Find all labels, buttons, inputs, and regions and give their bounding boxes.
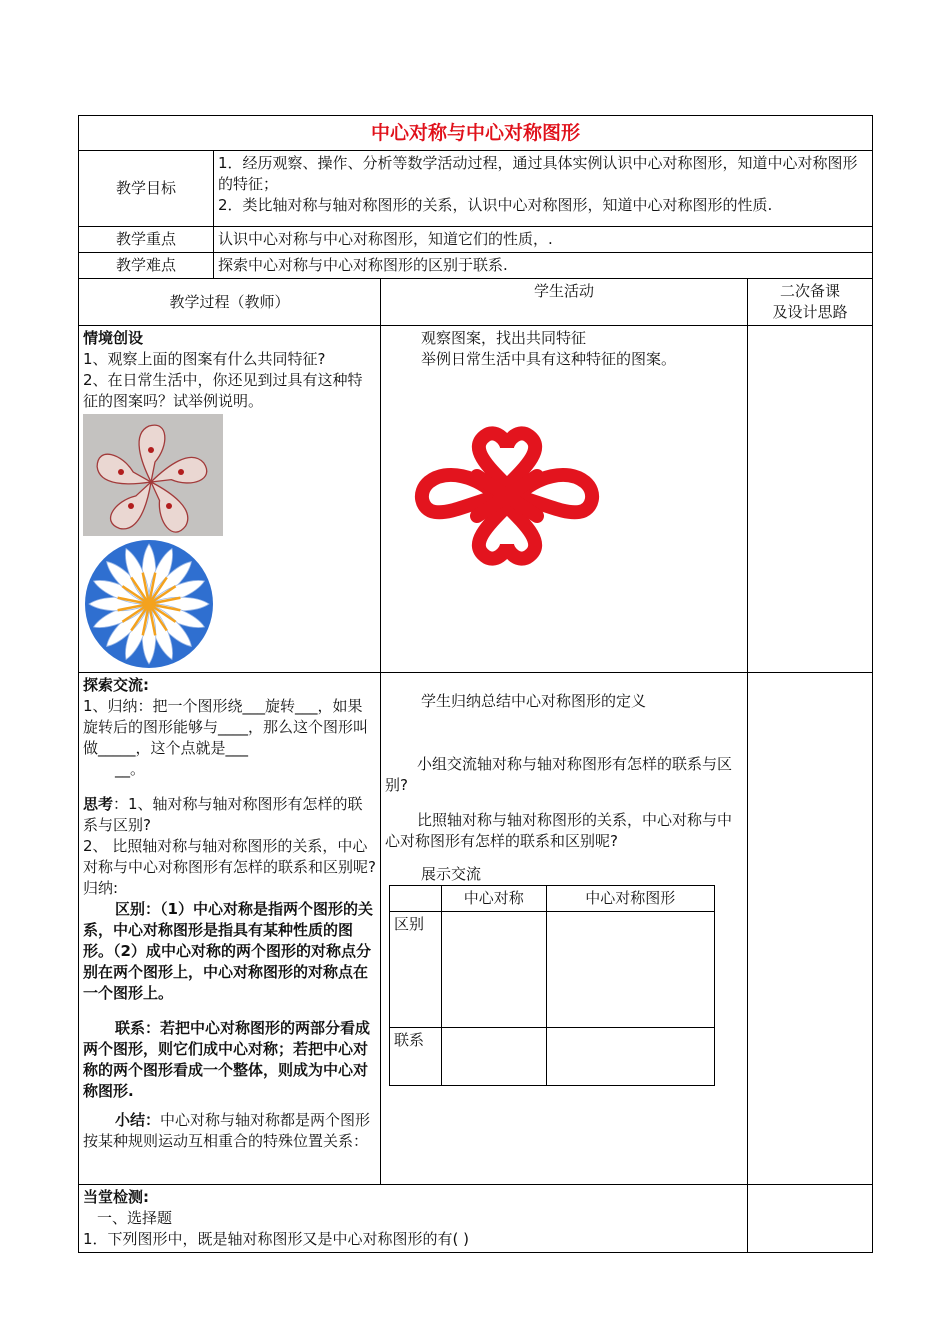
section2-teacher bbox=[79, 673, 381, 1185]
diff-label: 区别： bbox=[115, 900, 161, 918]
section2-student-1: 学生归纳总结中心对称图形的定义 bbox=[421, 692, 647, 710]
china-unicom-knot-image bbox=[407, 426, 607, 566]
goals-label: 教学目标 bbox=[79, 151, 214, 227]
key-point-text: 认识中心对称与中心对称图形，知道它们的性质，. bbox=[214, 227, 873, 253]
lesson-table bbox=[78, 115, 873, 1253]
think-1: ：1、轴对称与轴对称图形有怎样的联系与区别? bbox=[83, 795, 363, 834]
header-student: 学生活动 bbox=[381, 279, 748, 326]
header-teacher: 教学过程（教师） bbox=[79, 279, 381, 326]
flower-image bbox=[83, 538, 215, 670]
think-label: 思考 bbox=[83, 795, 114, 813]
section2-heading: 探索交流: bbox=[83, 676, 149, 694]
section1-notes bbox=[748, 326, 873, 673]
section1-student-1: 观察图案，找出共同特征 bbox=[421, 329, 587, 347]
section1-teacher bbox=[79, 326, 381, 673]
section1-student bbox=[381, 326, 748, 673]
header-notes-line1: 二次备课 bbox=[780, 282, 841, 300]
header-notes bbox=[748, 279, 873, 326]
section2-student-4: 展示交流 bbox=[421, 865, 482, 883]
compare-head-2: 中心对称图形 bbox=[546, 886, 714, 912]
conclusion-text: 中心对称与轴对称都是两个图形按某种规则运动互相重合的特殊位置关系： bbox=[83, 1111, 371, 1150]
page-title: 中心对称与中心对称图形 bbox=[79, 116, 873, 151]
section1-student-2: 举例日常生活中具有这种特征的图案。 bbox=[421, 350, 677, 368]
key-point-label: 教学重点 bbox=[79, 227, 214, 253]
goal-1: 1．经历观察、操作、分析等数学活动过程，通过具体实例认识中心对称图形，知道中心对称图形的特征； bbox=[218, 154, 858, 193]
link-label: 联系： bbox=[115, 1019, 161, 1037]
section1-heading: 情境创设 bbox=[83, 329, 144, 347]
lesson-plan bbox=[78, 115, 872, 1253]
difficulty-text: 探索中心对称与中心对称图形的区别于联系. bbox=[214, 253, 873, 279]
think-2: 2、 比照轴对称与轴对称图形的关系，中心对称与中心对称图形有怎样的联系和区别呢? bbox=[83, 837, 376, 876]
section3 bbox=[79, 1185, 748, 1253]
link-text: 若把中心对称图形的两部分看成两个图形，则它们成中心对称；若把中心对称的两个图形看成一个整体，则成为中心对称图形. bbox=[83, 1019, 371, 1100]
section1-q1: 1、观察上面的图案有什么共同特征? bbox=[83, 350, 326, 368]
section1-q2: 2、在日常生活中，你还见到过具有这种特征的图案吗？试举例说明。 bbox=[83, 371, 363, 410]
compare-row-diff: 区别 bbox=[390, 912, 442, 1028]
section3-sub: 一、选择题 bbox=[97, 1209, 173, 1227]
difficulty-label: 教学难点 bbox=[79, 253, 214, 279]
section3-heading: 当堂检测: bbox=[83, 1188, 149, 1206]
diff-text: （1）中心对称是指两个图形的关系，中心对称图形是指具有某种性质的图形。（2）成中心对称的两个图形的对称点分别在两个图形上，中心对称图形的对称点在一个图形上。 bbox=[83, 900, 373, 1002]
section3-notes bbox=[748, 1185, 873, 1253]
compare-head-1: 中心对称 bbox=[441, 886, 546, 912]
section2-think bbox=[83, 794, 376, 836]
section3-q1: 1．下列图形中，既是轴对称图形又是中心对称图形的有( ) bbox=[83, 1230, 470, 1248]
diff-block bbox=[83, 899, 376, 1004]
goals-text bbox=[214, 151, 873, 227]
compare-table bbox=[389, 885, 715, 1086]
section2-notes bbox=[748, 673, 873, 1185]
section2-student-3: 比照轴对称与轴对称图形的关系，中心对称与中心对称图形有怎样的联系和区别呢? bbox=[385, 811, 733, 850]
bauhinia-image bbox=[83, 414, 223, 536]
header-notes-line2: 及设计思路 bbox=[772, 303, 848, 321]
link-block bbox=[83, 1018, 376, 1102]
section2-induce-end: __。 bbox=[115, 760, 146, 778]
section2-student bbox=[381, 673, 748, 1185]
conclusion-block bbox=[83, 1110, 376, 1152]
section2-student-2: 小组交流轴对称与轴对称图形有怎样的联系与区别? bbox=[385, 755, 733, 794]
goal-2: 2．类比轴对称与轴对称图形的关系，认识中心对称图形，知道中心对称图形的性质. bbox=[218, 196, 773, 214]
compare-row-link: 联系 bbox=[390, 1028, 442, 1086]
summary-label: 归纳: bbox=[83, 879, 119, 897]
section2-induce: 1、归纳：把一个图形绕___旋转___，如果旋转后的图形能够与____，那么这个图形叫做_____，这个点就是___ bbox=[83, 697, 369, 757]
conclusion-label: 小结： bbox=[115, 1111, 161, 1129]
